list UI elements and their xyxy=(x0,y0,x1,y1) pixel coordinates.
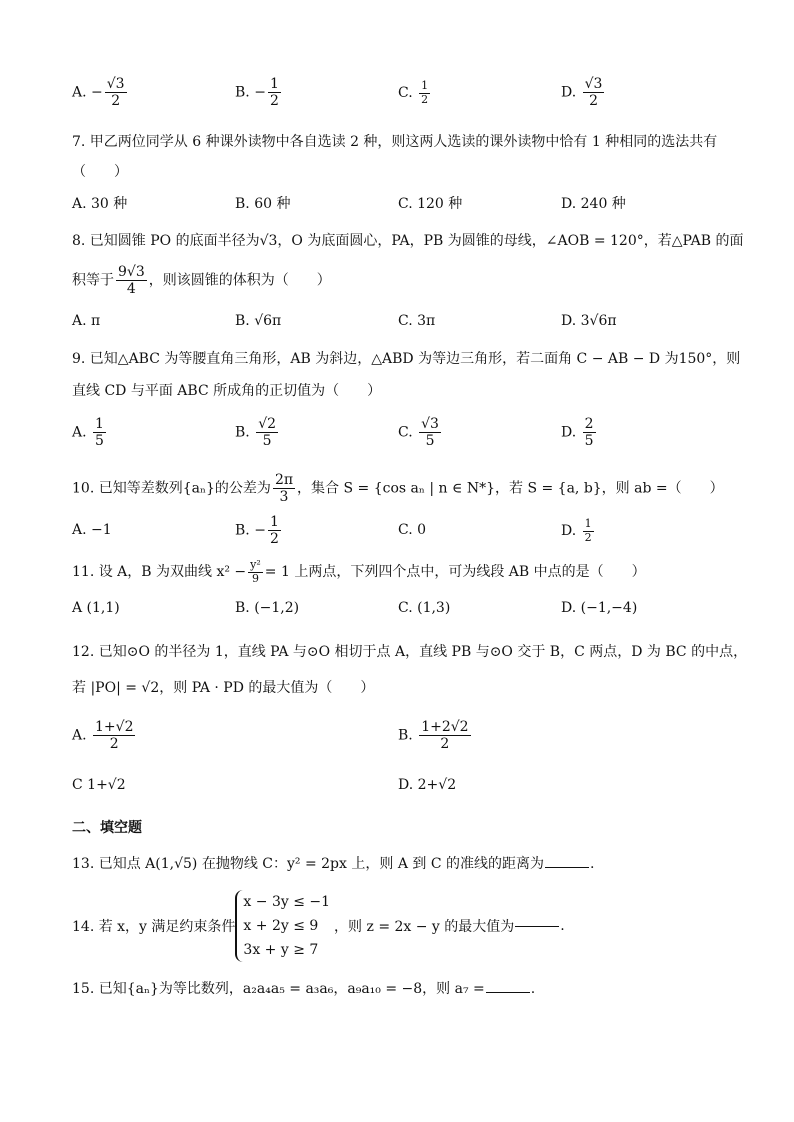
denominator: 5 xyxy=(584,433,594,450)
option-label: B. xyxy=(398,727,413,744)
text: 14. 若 x，y 满足约束条件 xyxy=(72,919,236,935)
option-label: D. xyxy=(398,777,414,793)
q6-option-c xyxy=(398,80,432,106)
denominator: 2 xyxy=(440,736,450,753)
q9-option-a xyxy=(72,416,108,449)
denominator: 2 xyxy=(584,530,592,544)
numerator: 1 xyxy=(584,517,592,530)
q9-stem-line1: 9. 已知△ABC 为等腰直角三角形，AB 为斜边，△ABD 为等边三角形，若二面角 C − AB − D 为150°，则 xyxy=(72,351,741,367)
numerator: 2 xyxy=(584,416,594,432)
q10-option-a: A. −1 xyxy=(72,522,112,538)
q10-option-b xyxy=(235,514,283,547)
q7-stem: 7. 甲乙两位同学从 6 种课外读物中各自选读 2 种，则这两人选读的课外读物中恰有 1 种相同的选法共有 xyxy=(72,134,718,150)
numerator: √3 xyxy=(421,416,439,432)
denominator: 2 xyxy=(421,92,429,106)
answer-blank xyxy=(515,926,559,927)
q12-stem-line1: 12. 已知⊙O 的半径为 1，直线 PA 与⊙O 相切于点 A，直线 PB 与⊙O 交于 B，C 两点，D 为 BC 的中点， xyxy=(72,644,748,660)
fraction xyxy=(256,416,278,449)
option-label: C. xyxy=(398,85,413,102)
fraction xyxy=(105,76,127,109)
denominator: 5 xyxy=(95,433,104,450)
numerator: 1 xyxy=(269,76,279,92)
q10-option-c: C. 0 xyxy=(398,522,427,538)
fraction xyxy=(248,559,263,585)
denominator: 5 xyxy=(262,433,272,450)
q7-option-b: B. 60 种 xyxy=(235,196,291,212)
fraction xyxy=(268,76,281,109)
denominator: 9 xyxy=(251,571,259,585)
q9-option-d xyxy=(561,416,598,449)
constraint: x + 2y ≤ 9 xyxy=(243,918,319,934)
numerator: √2 xyxy=(258,416,277,432)
q8-stem-line1: 8. 已知圆锥 PO 的底面半径为√3，O 为底面圆心，PA，PB 为圆锥的母线，∠AOB = 120°，若△PAB 的面 xyxy=(72,233,744,249)
text: 11. 设 A，B 为双曲线 x² − xyxy=(72,564,247,581)
q11-option-b: B. (−1,2) xyxy=(235,600,300,616)
text: . xyxy=(590,856,595,872)
option-label: D. xyxy=(561,84,577,101)
fraction xyxy=(268,514,281,547)
text: 13. 已知点 A(1,√5) 在抛物线 C：y² = 2px 上，则 A 到 C 的准线的距离为 xyxy=(72,856,544,872)
q9-option-b xyxy=(235,416,280,449)
answer-blank xyxy=(545,867,589,868)
numerator: 1+2√2 xyxy=(421,719,469,735)
constraint: 3x + y ≥ 7 xyxy=(243,942,319,958)
denominator: 2 xyxy=(269,93,279,110)
text: = 1 上两点，下列四个点中，可为线段 AB 中点的是（ ） xyxy=(264,564,646,581)
fraction xyxy=(273,472,295,505)
fraction xyxy=(93,416,106,449)
text: ，则该圆锥的体积为（ ） xyxy=(148,272,331,289)
numerator: 1 xyxy=(421,79,429,92)
q11-option-a: A (1,1) xyxy=(72,600,120,616)
q8-option-a: A. π xyxy=(72,313,101,329)
numerator: 1+√2 xyxy=(95,719,134,735)
fraction xyxy=(93,719,135,752)
q9-option-c xyxy=(398,416,443,449)
denominator: 2 xyxy=(109,736,119,753)
numerator: y² xyxy=(250,558,261,571)
text: . xyxy=(560,918,565,934)
denominator: 5 xyxy=(425,433,435,450)
fraction xyxy=(116,264,147,297)
option-label: C xyxy=(72,777,83,793)
denominator: 2 xyxy=(111,93,121,110)
fraction xyxy=(583,416,596,449)
denominator: 4 xyxy=(126,281,136,298)
q12-stem-line2: 若 |PO| = √2，则 PA · PD 的最大值为（ ） xyxy=(72,680,375,696)
q10-option-d xyxy=(561,518,596,544)
text: 积等于 xyxy=(72,272,114,289)
numerator: 9√3 xyxy=(118,264,145,280)
q7-option-c: C. 120 种 xyxy=(398,196,463,212)
q8-option-d: D. 3√6π xyxy=(561,313,617,329)
answer-blank xyxy=(486,992,530,993)
q10-stem xyxy=(72,472,724,505)
q12-option-b xyxy=(398,719,473,752)
q8-option-b: B. √6π xyxy=(235,313,282,329)
q12-option-c xyxy=(72,777,126,793)
option-sign: − xyxy=(91,84,103,101)
q7-option-d: D. 240 种 xyxy=(561,196,626,212)
text: 15. 已知{aₙ}为等比数列，a₂a₄a₅ = a₃a₆，a₉a₁₀ = −8，则 a₇ = xyxy=(72,981,485,997)
q8-stem-line2 xyxy=(72,264,331,297)
option-label: D. xyxy=(561,424,577,441)
option-label: A. xyxy=(72,424,87,441)
q11-option-c: C. (1,3) xyxy=(398,600,451,616)
q11-stem xyxy=(72,559,646,585)
option-label: D. xyxy=(561,523,577,540)
numerator: √3 xyxy=(106,76,125,92)
q12-option-d xyxy=(398,777,456,793)
option-label: B. xyxy=(235,522,250,539)
q14-stem xyxy=(72,890,565,962)
section-title: 二、填空题 xyxy=(72,820,142,836)
fraction xyxy=(419,719,470,752)
option-label: C. xyxy=(398,424,413,441)
option-text: 1+√2 xyxy=(87,777,126,793)
text: ，集合 S = {cos aₙ | n ∈ N*}，若 S = {a, b}，则 ab =（ ） xyxy=(297,480,724,497)
q6-option-a xyxy=(72,76,129,109)
option-sign: − xyxy=(254,522,266,539)
numerator: 2π xyxy=(274,472,294,488)
numerator: 1 xyxy=(95,416,104,432)
constraint: x − 3y ≤ −1 xyxy=(243,894,331,910)
q7-option-a: A. 30 种 xyxy=(72,196,128,212)
option-label: A. xyxy=(72,84,87,101)
denominator: 3 xyxy=(279,489,289,506)
option-sign: − xyxy=(254,84,266,101)
denominator: 2 xyxy=(269,531,279,548)
option-label: B. xyxy=(235,424,250,441)
option-text: 2+√2 xyxy=(417,777,457,793)
q9-stem-line2: 直线 CD 与平面 ABC 所成角的正切值为（ ） xyxy=(72,383,382,399)
denominator: 2 xyxy=(589,93,599,110)
numerator: √3 xyxy=(584,76,603,92)
option-label: A. xyxy=(72,727,87,744)
constraint-system xyxy=(235,890,334,962)
q11-option-d: D. (−1,−4) xyxy=(561,600,638,616)
fraction xyxy=(583,76,605,109)
fraction xyxy=(583,518,594,544)
q7-paren: （ ） xyxy=(72,164,128,180)
numerator: 1 xyxy=(269,514,279,530)
q8-option-c: C. 3π xyxy=(398,313,436,329)
q12-option-a xyxy=(72,719,137,752)
text: . xyxy=(530,981,536,997)
q6-option-b xyxy=(235,76,283,109)
fraction xyxy=(419,416,441,449)
text: ，则 z = 2x − y 的最大值为 xyxy=(334,919,515,935)
option-label: B. xyxy=(235,84,250,101)
text: 10. 已知等差数列{aₙ}的公差为 xyxy=(72,480,271,497)
fraction xyxy=(419,80,430,106)
q6-option-d xyxy=(561,76,606,109)
q15-stem xyxy=(72,978,535,998)
q13-stem xyxy=(72,853,594,873)
